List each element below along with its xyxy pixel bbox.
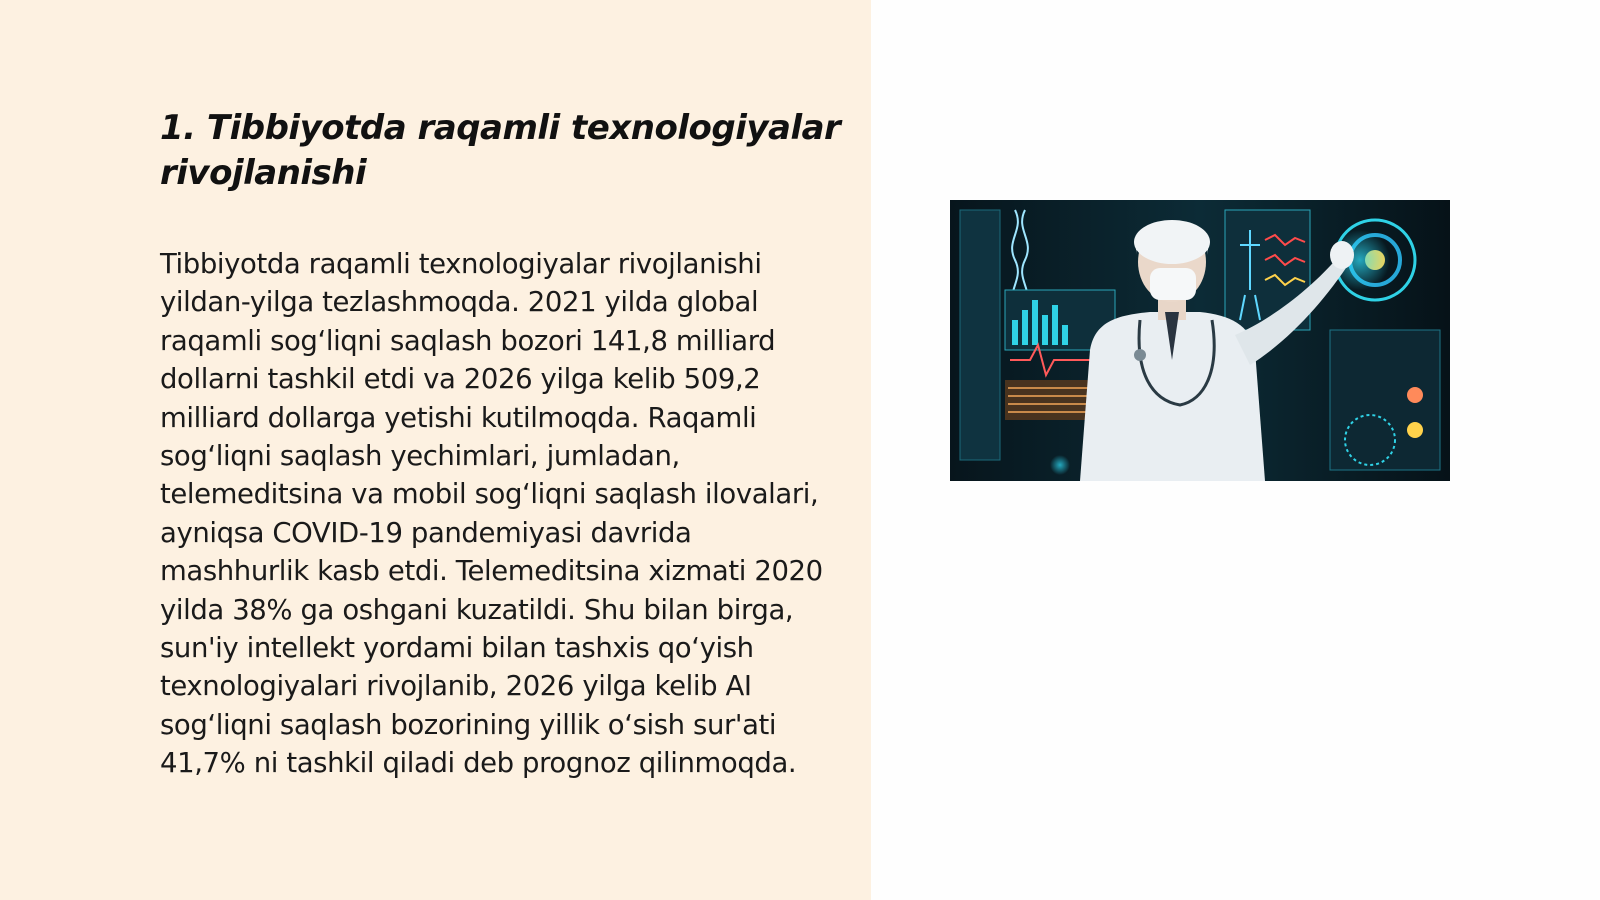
doctor-hologram-image	[950, 200, 1450, 481]
slide-body-text: Tibbiyotda raqamli texnologiyalar rivojlanishi yildan-yilga tezlashmoqda. 2021 yilda global raqamli sog‘liqni saqlash bozori 141,8 milliard dollarni tashkil etdi va 2026 yilga kelib 509,2 milliard dollarga yetishi kutilmoqda. Raqamli sog‘liqni saqlash yechimlari, jumladan, telemeditsina va mobil sog‘liqni saqlash ilovalari, ayniqsa COVID-19 pandemiyasi davrida mashhurlik kasb etdi. Telemeditsina xizmati 2020 yilda 38% ga oshgani kuzatildi. Shu bilan birga, sun'iy intellekt yordami bilan tashxis qo‘yish texnologiyalari rivojlanib, 2026 yilga kelib AI sog‘liqni saqlash bozorining yillik o‘sish sur'ati 41,7% ni tashkil qiladi deb prognoz qilinmoqda.	[160, 248, 823, 780]
slide-title: 1. Tibbiyotda raqamli texnologiyalar rivojlanishi	[160, 108, 841, 193]
